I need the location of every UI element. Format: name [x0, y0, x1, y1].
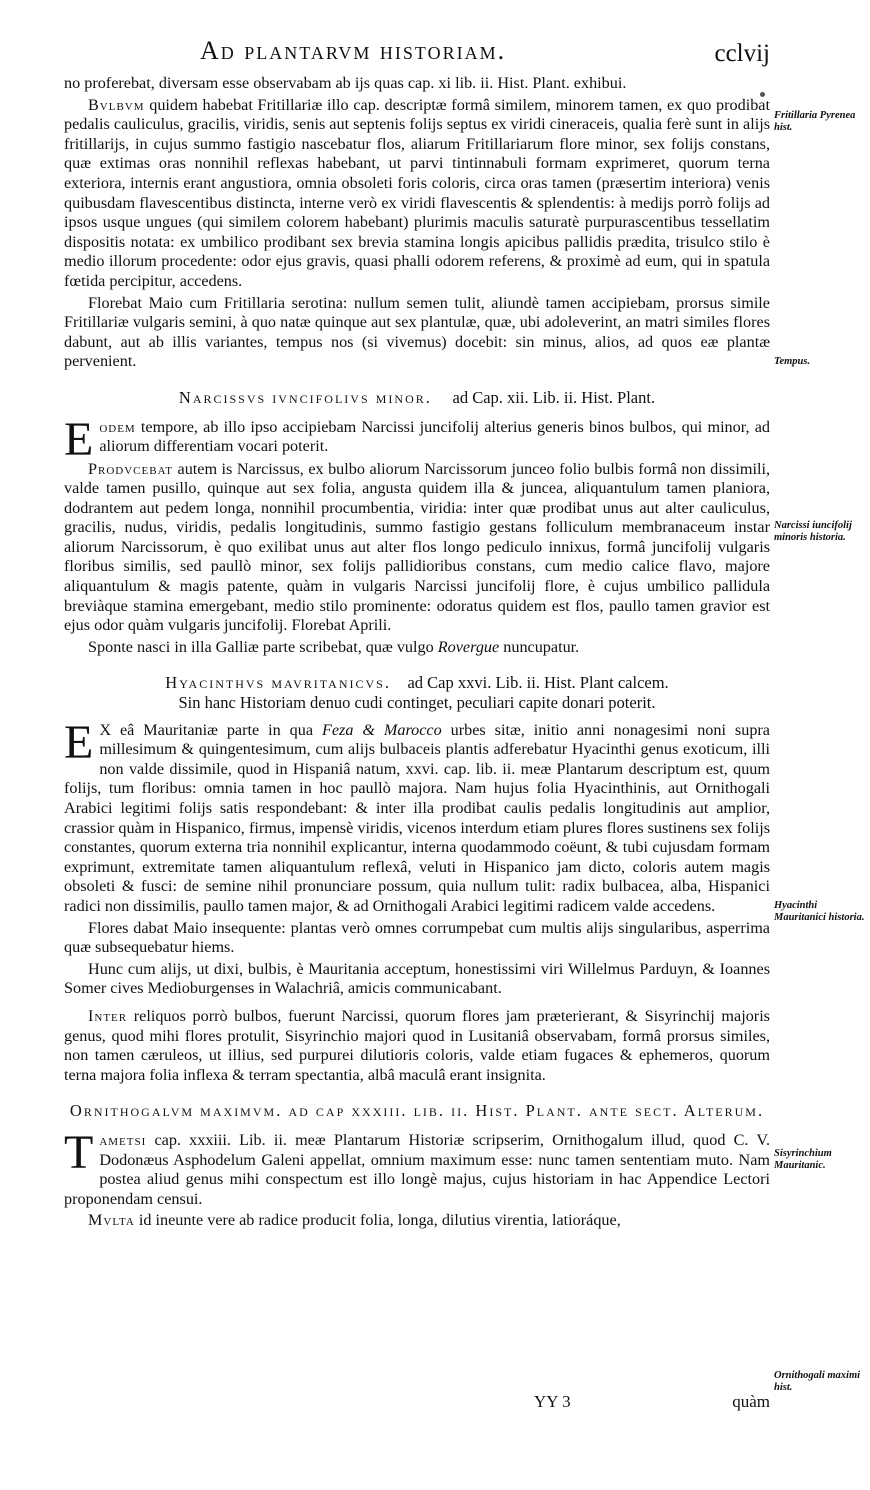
paragraph: no proferebat, diversam esse observabam ab ijs quas cap. xi lib. ii. Hist. Plant. exhibui.	[64, 74, 627, 92]
margin-note: Fritillaria Pyrenea hist.	[774, 110, 856, 133]
heading-reference: ad Cap. xii. Lib. ii. Hist. Plant.	[452, 387, 656, 407]
section-heading	[64, 1101, 770, 1121]
drop-cap: T	[64, 1125, 94, 1179]
lead-word: Mvlta	[88, 1211, 135, 1230]
place-name: Rovergue	[437, 637, 500, 656]
paragraph-text: nuncupatur.	[499, 637, 580, 656]
paragraph-text: reliquos porrò bulbos, fuerunt Narcissi, quorum flores jam præterierant, & Sisyrinchij majoris genus, quod mihi flores protulit, Sisyrinchio majori quod in Lusitaniâ observabam, formâ prorsus similes, non tamen cæruleos, ut illius, sed purpurei dilutioris coloris, valde etiam fugaces & ephemeros, quorum terna majora folia inflexa & terram spectantia, albâ maculâ erant insignita.	[64, 1006, 770, 1084]
heading-reference: ad Cap xxvi. Lib. ii. Hist. Plant calcem.	[407, 673, 669, 693]
body-text	[64, 74, 770, 1231]
lead-word: Bvlbvm	[88, 95, 145, 114]
paragraph	[64, 412, 770, 466]
lead-word: ametsi	[99, 1130, 147, 1149]
paragraph: Florebat Maio cum Fritillaria serotina: nullum semen tulit, aliundè tamen accipiebam, prorsus simile Fritillariæ vulgaris semini, à quo natæ quinque aut sex plantulæ, quæ, ubi adoleverint, an matri similes flores dabunt, aut ab illis variantes, tempus nos (si vivemus) docebit: sin minus, alios, ad quos eæ plantæ pervenient.	[64, 293, 770, 371]
paragraph	[64, 638, 770, 658]
paragraph-text: Sponte nasci in illa Galliæ parte scribebat, quæ vulgo	[88, 637, 438, 656]
paragraph	[64, 715, 770, 917]
margin-note: Narcissi iuncifolij minoris historia.	[774, 520, 852, 543]
margin-note: Hyacinthi Mauritanici historia.	[774, 900, 865, 923]
heading-title: Narcissvs ivncifolivs minor.	[178, 387, 432, 407]
heading-title: Hyacinthvs mavritanicvs.	[165, 673, 391, 693]
margin-note: Sisyrinchium Mauritanic.	[774, 1148, 832, 1171]
lead-word: odem	[99, 417, 136, 436]
paragraph-text: id ineunte vere ab radice producit folia, longa, dilutius virentia, latioráque,	[134, 1211, 621, 1230]
paragraph	[64, 1007, 770, 1085]
paragraph-text: cap. xxxiii. Lib. ii. meæ Plantarum Historiæ scripserim, Ornithogalum illud, quod C. V. Dodonæus Asphodelum Galeni appellat, omnium maximum esse: nunc tamen sententiam muto. Nam postea aliud genus mihi conspectum est illo longè majus, cujus historiam in hac Appendice Lectori proponendam censui.	[64, 1130, 770, 1208]
margin-note: Ornithogali maximi hist.	[774, 1370, 861, 1393]
paragraph-text: tempore, ab illo ipso accipiebam Narcissi juncifolij alterius generis binos bulbos, qui minor, ad aliorum differentiam vocari poterit.	[99, 417, 770, 456]
catchword: quàm	[732, 1392, 770, 1411]
paragraph	[64, 1211, 770, 1231]
paragraph-text: urbes sitæ, initio anni nonagesimi noni supra millesimum & quingentesimum, cum alijs bulbaceis plantis adferebatur Hyacinthi genus exoticum, illi non valde dissimile, quod in Hispaniâ natum, xxvi. cap. lib. ii. meæ Plantarum descriptum est, quum folijs, tum floribus: omnia tamen in hoc paullò majora. Nam hujus folia Hyacinthinis, aut Ornithogali Arabici legitimi folijs satis respondebant: & inter illa prodibat caulis pedalis longitudinis aut amplior, crassior quàm in Hispanico, firmus, impensè viridis, vicenos interdum etiam plures flores sustinens sex folijs constantes, quorum externa tria nonnihil explicantur, interna quodammodo coëunt, & tubi cujusdam formam exprimunt, extremitate tamen aliquantulum reflexâ, veluti in Hispanico jam dicto, coloris autem magis obsoleti & fusci: de semine nihil pronunciare possum, quia nullum tulit: radix bulbacea, alba, Hispanici radici non dissimilis, paullo tamen major, & ad Ornithogali Arabici legitimi radicem valde accedens.	[64, 720, 770, 915]
paragraph: Flores dabat Maio insequente: plantas verò omnes corrumpebat cum multis alijs singularibus, asperrima quæ subsequebatur hiems.	[64, 918, 770, 957]
margin-note: Tempus.	[774, 356, 811, 367]
paragraph	[64, 1125, 770, 1209]
drop-cap: E	[64, 412, 94, 466]
drop-cap: E	[64, 715, 94, 769]
heading-title: Ornithogalvm maximvm. ad cap xxxiii. lib. ii. Hist. Plant. ante sect. Alterum.	[69, 1101, 765, 1121]
paragraph-text: X eâ Mauritaniæ parte in qua	[99, 720, 322, 739]
paragraph	[64, 96, 770, 292]
page-footer	[64, 1392, 770, 1422]
place-name: Feza & Marocco	[321, 720, 442, 739]
lead-word: Inter	[88, 1006, 128, 1025]
section-heading	[64, 673, 770, 712]
paragraph: Hunc cum alijs, ut dixi, bulbis, è Mauritania acceptum, honestissimi viri Willelmus Parduyn, & Ioannes Somer cives Medioburgenses in Walachriâ, amicis communicabant.	[64, 959, 770, 998]
paragraph	[64, 460, 770, 636]
lead-word: Prodvcebat	[88, 459, 174, 478]
folio-number: cclvij	[714, 40, 770, 67]
paragraph-text: quidem habebat Fritillariæ illo cap. descriptæ formâ similem, minorem tamen, ex quo prodibat pedalis cauliculus, gracilis, viridis, senis aut septenis folijs septus ex viridi cineraceis, qualia ferè sunt in alijs fritillarijs, in cujus summo fastigio nascebatur flos, aliarum Fritillariarum flore minor, sex folijs constans, quæ extimas oras nonnihil reflexas habebant, ut parvi tintinnabuli formam exprimeret, quorum terna exteriora, internis erant angustiora, omnia obsoleti foris coloris, circa oras tamen (præsertim interiora) venis quibusdam flavescentibus distincta, interne verò ex viridi flavescentis & splendentis: à medijs porrò folijs ad ipsos usque ungues (qui similem colorem habebant) plurimis maculis saturatè purpurascentibus tessellatim dispositis notata: ex umbilico prodibant sex brevia stamina longis apicibus pallidis prædita, trisulco stilo è medio illorum procedente: odor ejus gravis, quasi phalli odorem referens, & proximè ad eum, qui in spatula fœtida percipitur, accedens.	[64, 95, 770, 290]
running-title: Ad plantarvm historiam.	[200, 36, 507, 65]
signature-mark: YY 3	[534, 1392, 571, 1411]
heading-subline: Sin hanc Historiam denuo cudi continget, peculiari capite donari poterit.	[178, 693, 656, 713]
paragraph-text: autem is Narcissus, ex bulbo aliorum Narcissorum junceo folio bulbis formâ non dissimili, valde tamen pusillo, quinque aut sex folia, angusta quidem illa & juncea, aliquantulum tamen planiora, dodrantem aut pedem longa, nonnihil procumbentia, viridia: inter quæ prodibat unus aut alter cauliculus, gracilis, nudus, viridis, pedalis longitudinis, summo fastigio gestans folliculum membranaceum instar aliorum Narcissorum, è quo exilibat unus aut alter flos longo pediculo innixus, formâ juncifolij vulgaris floribus similis, sed paullò minor, sex folijs pallidioribus constans, cum medio calice flavo, majore aliquantulum & magis patente, quàm in vulgaris Narcissi juncifolij flore, è cujus umbilico pallidula breviàque stamina emergebant, medio stilo prominente: odoratus quidem est flos, paullo tamen gravior est ejus odor quàm vulgaris juncifolij. Florebat Aprili.	[64, 459, 770, 635]
section-heading	[64, 388, 770, 408]
